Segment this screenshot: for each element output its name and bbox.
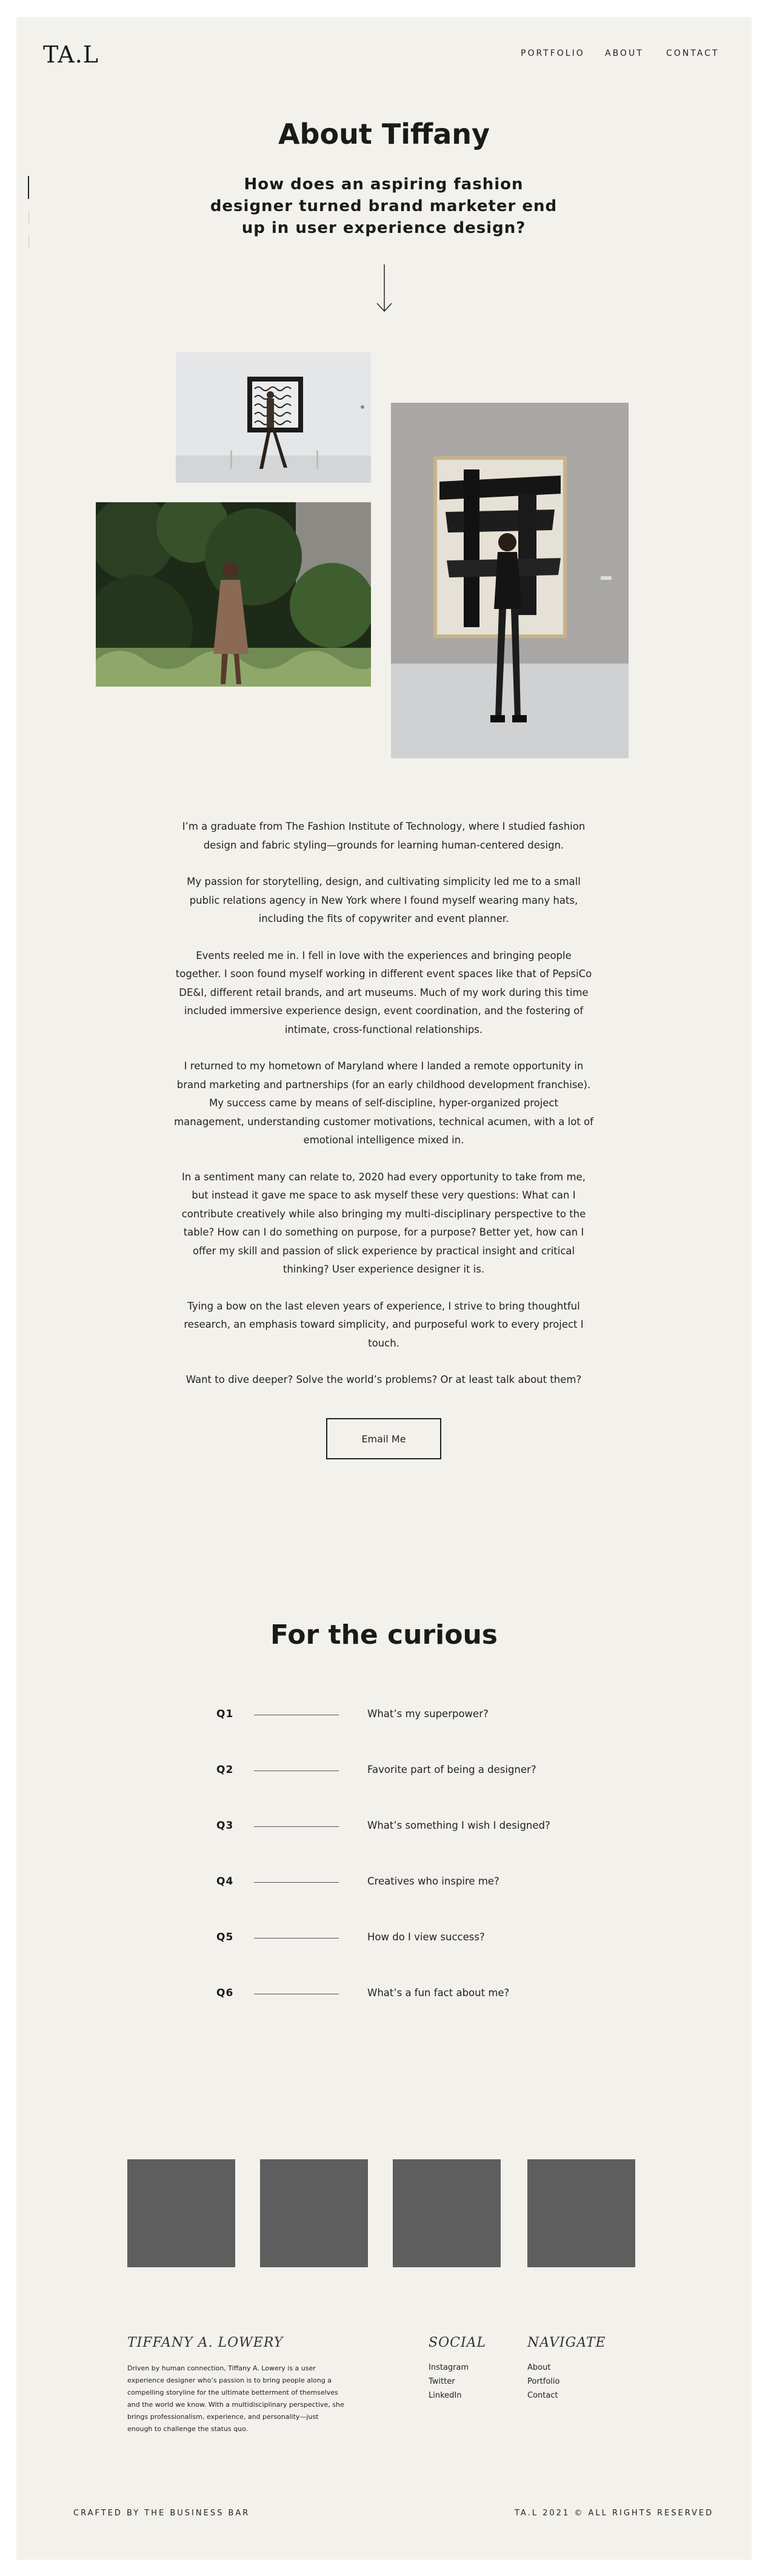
footer-link-twitter[interactable]: Twitter: [429, 2377, 455, 2386]
instagram-tile[interactable]: [127, 2159, 235, 2267]
scroll-progress-indicator: [28, 176, 29, 199]
page-title: About Tiffany: [278, 118, 490, 150]
arrow-down-icon: [376, 264, 393, 313]
question-q1[interactable]: What’s my superpower?: [367, 1708, 489, 1720]
question-q4[interactable]: Creatives who inspire me?: [367, 1875, 499, 1887]
question-divider: [254, 1938, 339, 1939]
question-label-q1: Q1: [216, 1708, 234, 1720]
question-label-q6: Q6: [216, 1987, 234, 1999]
scroll-rail-segment: [28, 235, 29, 247]
question-q2[interactable]: Favorite part of being a designer?: [367, 1764, 536, 1775]
footer-credit[interactable]: CRAFTED BY THE BUSINESS BAR: [73, 2509, 250, 2518]
bio-paragraph: Want to dive deeper? Solve the world’s problems? Or at least talk about them?: [185, 1374, 582, 1385]
bio-paragraph: I’m a graduate from The Fashion Institute of Technology, where I studied fashion design and fabric styling—grounds for learning human-centered design.: [182, 821, 586, 851]
footer-copyright: TA.L 2021 © ALL RIGHTS RESERVED: [515, 2509, 714, 2518]
instagram-tile[interactable]: [260, 2159, 368, 2267]
question-label-q3: Q3: [216, 1820, 234, 1832]
bio-paragraph: My passion for storytelling, design, and cultivating simplicity led me to a small public relations agency in New York where I found myself wearing many hats, including the fits of copywriter and event planner.: [187, 876, 581, 924]
bio-paragraph: I returned to my hometown of Maryland where I landed a remote opportunity in brand marketing and partnerships (for an early childhood development franchise). My success came by means of self-discipline, hyper-organized project management, understanding customer motivations, technical acumen, with a lot of emotional intelligence mixed in.: [174, 1060, 593, 1146]
question-label-q4: Q4: [216, 1875, 234, 1888]
page-subtitle: How does an aspiring fashion designer turned brand marketer end up in user experience design?: [210, 175, 558, 237]
photo-garden-portrait: [96, 502, 371, 687]
question-label-q5: Q5: [216, 1931, 234, 1943]
footer-navigate-heading: NAVIGATE: [527, 2335, 606, 2350]
bio-paragraph: In a sentiment many can relate to, 2020 had every opportunity to take from me, but instead it gave me space to ask myself these very questions: What can I contribute creatively while also bringing my multi-disciplinary perspective to the table? How can I do something on purpose, for a purpose? Better yet, how can I offer my skill and passion of slick experience by practical insight and critical thinking? User experience designer it is.: [181, 1171, 586, 1275]
question-q3[interactable]: What’s something I wish I designed?: [367, 1820, 550, 1831]
question-divider: [254, 1826, 339, 1827]
curious-section-title: For the curious: [270, 1619, 498, 1650]
footer-link-portfolio[interactable]: Portfolio: [527, 2377, 560, 2386]
instagram-tile[interactable]: [393, 2159, 501, 2267]
question-q6[interactable]: What’s a fun fact about me?: [367, 1987, 510, 1999]
photo-gallery-painting: [391, 403, 629, 758]
instagram-tile[interactable]: [527, 2159, 635, 2267]
bio-paragraph: Tying a bow on the last eleven years of experience, I strive to bring thoughtful research, an emphasis toward simplicity, and purposeful work to every project I touch.: [184, 1300, 584, 1349]
bio-paragraph: Events reeled me in. I fell in love with the experiences and bringing people together. I soon found myself working in different event spaces like that of PepsiCo DE&I, different retail brands, and art museums. Much of my work during this time included immersive experience design, event coordination, and the fostering of intimate, cross-functional relationships.: [175, 949, 592, 1035]
page: [16, 17, 752, 2560]
footer-link-linkedin[interactable]: LinkedIn: [429, 2391, 462, 2400]
nav-about[interactable]: ABOUT: [605, 49, 644, 58]
question-q5[interactable]: How do I view success?: [367, 1931, 485, 1943]
email-me-button[interactable]: Email Me: [326, 1418, 441, 1459]
footer-link-about[interactable]: About: [527, 2363, 551, 2372]
nav-portfolio[interactable]: PORTFOLIO: [521, 49, 585, 58]
footer-social-heading: SOCIAL: [429, 2335, 487, 2350]
photo-gallery-walking: [176, 352, 371, 483]
question-label-q2: Q2: [216, 1764, 234, 1776]
footer-description: Driven by human connection, Tiffany A. Lowery is a user experience designer who’s passion is to bring people along a compelling storyline for the ultimate betterment of themselves and the world we know. With a multidisciplinary perspective, she brings professionalism, experience, and personality—just enough to challenge the status quo.: [127, 2364, 344, 2433]
footer-link-instagram[interactable]: Instagram: [429, 2363, 469, 2372]
scroll-rail-segment: [28, 211, 29, 223]
footer-name: TIFFANY A. LOWERY: [127, 2335, 284, 2350]
question-divider: [254, 1882, 339, 1883]
footer-link-contact[interactable]: Contact: [527, 2391, 558, 2400]
nav-contact[interactable]: CONTACT: [666, 49, 720, 58]
bio-text: [174, 818, 593, 1408]
site-logo[interactable]: TA.L: [43, 41, 99, 68]
